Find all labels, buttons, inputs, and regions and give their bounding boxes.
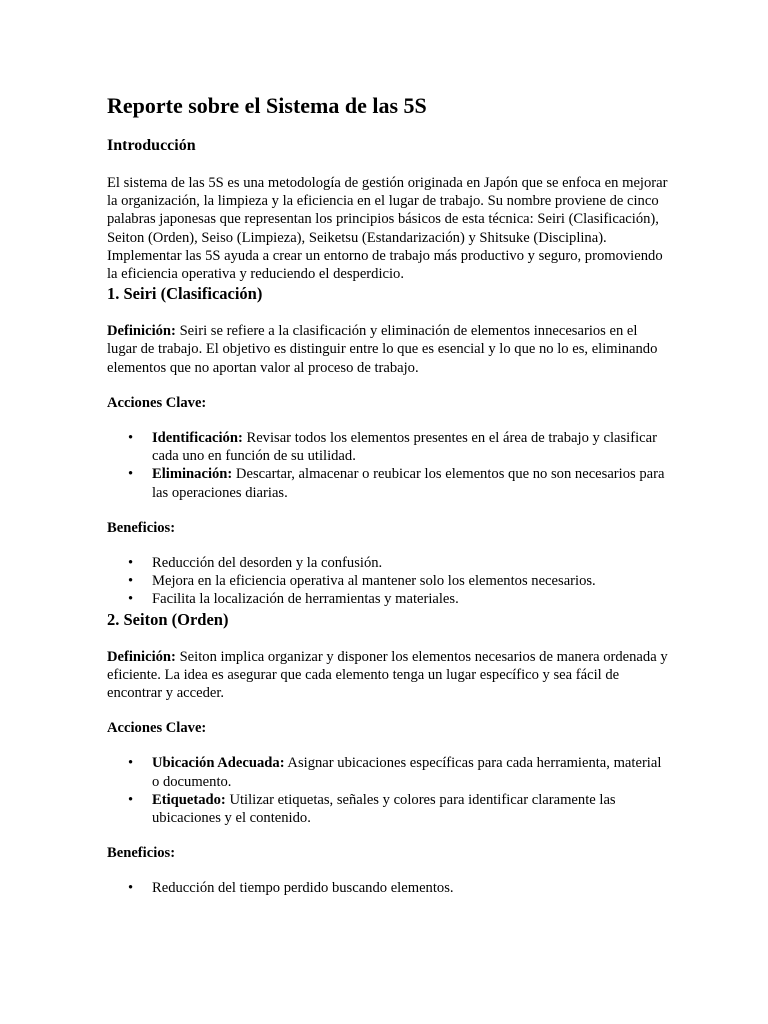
actions-list-seiton [107,754,668,827]
list-item [107,754,668,790]
definition-paragraph-seiton [107,648,668,703]
definition-text: Seiri se refiere a la clasificación y eliminación de elementos innecesarios en el lugar de trabajo. El objetivo es distinguir entre lo que es esencial y lo que no lo es, eliminando elementos que no aportan valor al proceso de trabajo. [107,323,658,376]
actions-list-seiri [107,429,668,502]
list-item [107,465,668,501]
definition-text: Seiton implica organizar y disponer los elementos necesarios de manera ordenada y eficiente. La idea es asegurar que cada elemento tenga un lugar específico y sea fácil de encontrar y acceder. [107,648,668,702]
actions-label-text: Acciones Clave: [107,394,207,411]
action-label: Identificación: [152,430,243,447]
intro-heading: Introducción [107,137,196,154]
actions-label-seiri [107,394,668,412]
definition-label: Definición: [107,648,176,665]
list-item: • Mejora en la eficiencia operativa al mantener solo los elementos necesarios. [107,572,668,590]
action-text: Utilizar etiquetas, señales y colores para identificar claramente las ubicaciones y el contenido. [152,791,616,827]
list-item [107,791,668,827]
intro-paragraph: El sistema de las 5S es una metodología de gestión originada en Japón que se enfoca en mejorar la organización, la limpieza y la eficiencia en el lugar de trabajo. Su nombre proviene de cinco palabras japonesas que representan los principios básicos de esta técnica: Seiri (Clasificación), Seiton (Orden), Seiso (Limpieza), Seiketsu (Estandarización) y Shitsuke (Disciplina). Implementar las 5S ayuda a crear un entorno de trabajo más productivo y seguro, promoviendo la eficiencia operativa y reduciendo el desperdicio. [107,175,668,283]
benefits-label-seiton [107,844,668,862]
list-item [107,429,668,465]
benefits-list-seiri [107,554,668,609]
benefits-label-text: Beneficios: [107,845,176,862]
action-label: Etiquetado: [152,791,226,808]
action-label: Eliminación: [152,466,233,483]
actions-label-text: Acciones Clave: [107,720,207,737]
benefits-list-seiton [107,879,668,897]
definition-paragraph-seiri [107,322,668,377]
definition-label: Definición: [107,323,176,340]
actions-label-seiton [107,719,668,737]
benefits-label-text: Beneficios: [107,519,176,536]
action-text: Descartar, almacenar o reubicar los elementos que no son necesarios para las operaciones diarias. [152,466,665,501]
benefits-label-seiri [107,519,668,537]
action-text: Asignar ubicaciones específicas para cada herramienta, material o documento. [152,755,662,790]
action-label: Ubicación Adecuada: [152,755,285,772]
list-item: • Reducción del tiempo perdido buscando elementos. [107,879,668,897]
section-heading-seiri: 1. Seiri (Clasificación) [107,284,263,304]
action-text: Revisar todos los elementos presentes en el área de trabajo y clasificar cada uno en función de su utilidad. [152,430,657,465]
list-item: • Facilita la localización de herramientas y materiales. [107,590,668,608]
document-title: Reporte sobre el Sistema de las 5S [107,93,427,118]
section-heading-seiton: 2. Seiton (Orden) [107,609,229,629]
list-item: • Reducción del desorden y la confusión. [107,554,668,572]
